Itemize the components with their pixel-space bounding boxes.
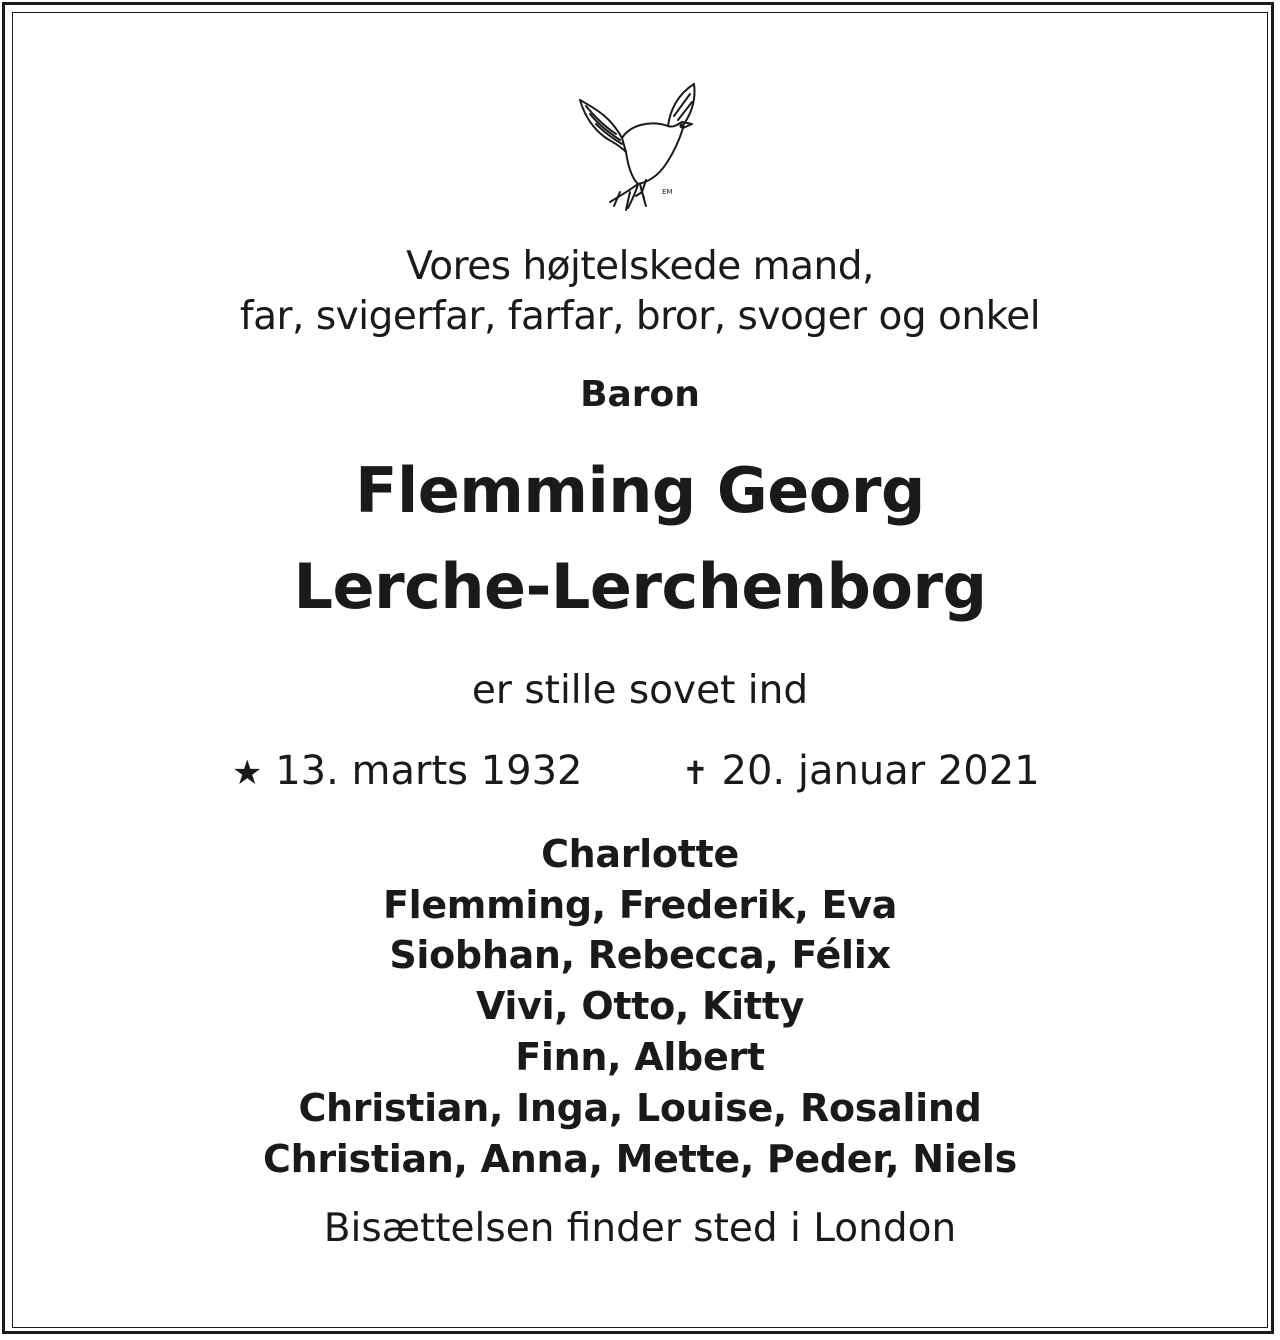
cross-icon: ✝ (682, 754, 709, 792)
dove-icon (570, 80, 710, 215)
star-icon: ★ (232, 753, 263, 793)
dove-signature: EM (662, 188, 673, 196)
mourner-line: Siobhan, Rebecca, Félix (389, 933, 891, 977)
birth-date-block (232, 748, 583, 794)
mourner-line: Flemming, Frederik, Eva (382, 883, 898, 927)
death-date-block (682, 748, 1040, 794)
passing-note: er stille sovet ind (471, 668, 809, 713)
mourner-line: Christian, Inga, Louise, Rosalind (298, 1086, 982, 1130)
mourner-line: Christian, Anna, Mette, Peder, Niels (263, 1137, 1017, 1181)
mourner-line: Vivi, Otto, Kitty (475, 984, 805, 1028)
title-baron: Baron (580, 374, 700, 415)
death-date: 20. januar 2021 (721, 748, 1040, 794)
intro-line-2: far, svigerfar, farfar, bror, svoger og onkel (239, 294, 1041, 339)
mourner-line: Charlotte (541, 832, 739, 876)
mourner-line: Finn, Albert (515, 1035, 765, 1079)
birth-date: 13. marts 1932 (275, 748, 583, 794)
deceased-name-line-1: Flemming Georg (355, 454, 925, 527)
intro-line-1: Vores højtelskede mand, (406, 244, 874, 289)
funeral-note: Bisættelsen finder sted i London (323, 1206, 957, 1251)
deceased-name-line-2: Lerche-Lerchenborg (293, 550, 987, 623)
